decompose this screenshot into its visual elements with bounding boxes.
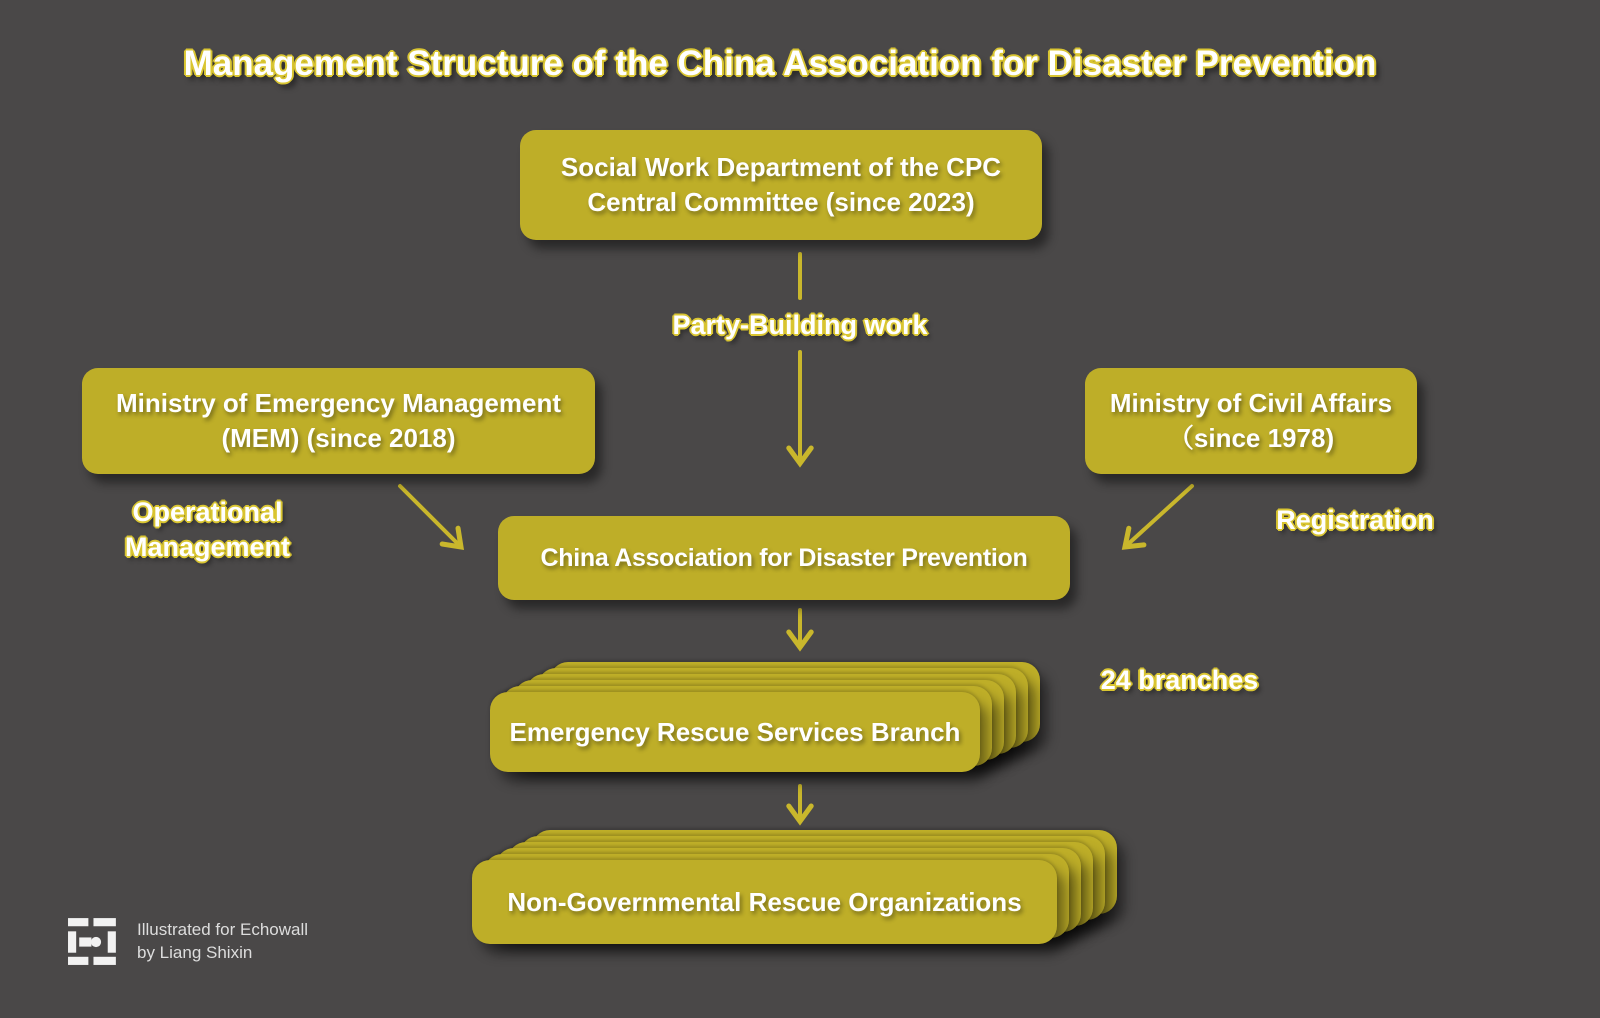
- ngo-label: Non-Governmental Rescue Organizations: [507, 886, 1022, 917]
- social-work-line1: Social Work Department of the CPC: [560, 152, 1002, 182]
- diagram-title: Management Structure of the China Association for Disaster Prevention: [183, 44, 1377, 83]
- social-work-line2: Central Committee (since 2023): [587, 187, 975, 217]
- emergency-rescue-branch-box: [490, 692, 980, 772]
- ministry-civil-affairs-box: [1085, 368, 1417, 474]
- china-association-disaster-prevention-box: [498, 516, 1070, 600]
- operational-management-label: Operational Management: [124, 497, 291, 562]
- mem-line2: (MEM) (since 2018): [221, 423, 456, 453]
- party-building-work-label: Party-Building work: [672, 310, 928, 340]
- civil-affairs-line1: Ministry of Civil Affairs: [1109, 388, 1393, 418]
- cadp-label: China Association for Disaster Prevention: [540, 543, 1028, 572]
- credit-text: [137, 918, 308, 964]
- civil-affairs-line2: （since 1978): [1167, 423, 1335, 453]
- credit-line2: by Liang Shixin: [137, 942, 253, 962]
- ministry-emergency-management-box: [82, 368, 595, 474]
- branches-count-label: 24 branches: [1100, 665, 1259, 695]
- arrow-registration: [1126, 486, 1192, 546]
- credit-line1: Illustrated for Echowall: [137, 919, 309, 939]
- registration-label: Registration: [1276, 505, 1434, 535]
- emergency-rescue-branch-label: Emergency Rescue Services Branch: [509, 716, 961, 747]
- social-work-department-box: [520, 130, 1042, 240]
- mem-line1: Ministry of Emergency Management: [116, 388, 561, 418]
- arrow-operational-management: [400, 486, 460, 546]
- emergency-rescue-branch-stack: [490, 692, 980, 772]
- ngo-box: [472, 860, 1057, 944]
- ngo-stack: [472, 860, 1057, 944]
- echowall-logo: [67, 916, 123, 965]
- footer-credit: [67, 916, 308, 965]
